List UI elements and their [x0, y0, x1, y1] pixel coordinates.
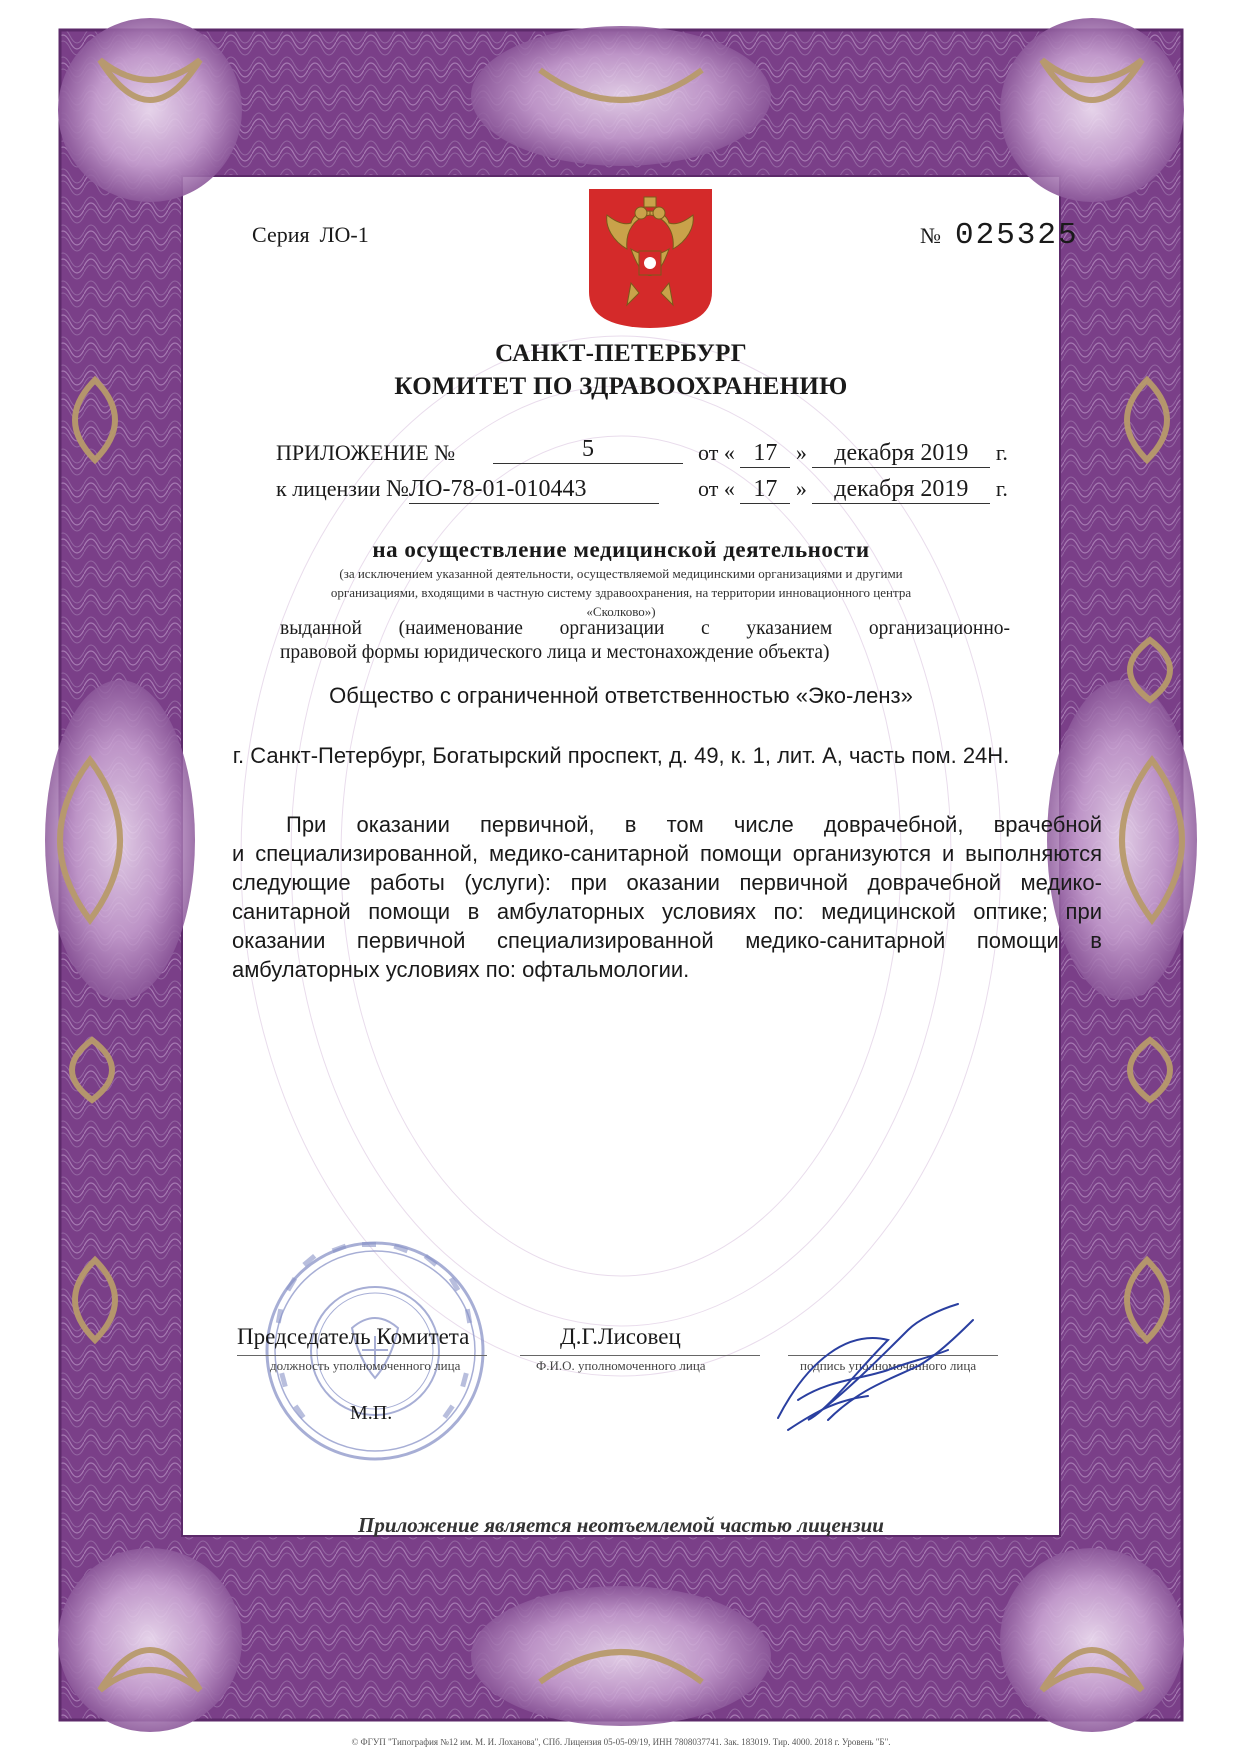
issued-to-caption-line: правовой формы юридического лица и местонахождение объекта) — [280, 642, 830, 663]
signature-caption: подпись уполномоченного лица — [800, 1358, 977, 1373]
appendix-date: от « 17 » декабря 2019 г. — [698, 440, 1008, 466]
signatory-position: Председатель Комитета — [237, 1324, 470, 1349]
name-underline — [520, 1355, 760, 1356]
exclusion-line: организациями, входящими в частную систему здравоохранения, на территории инновационного центра — [330, 585, 912, 600]
license-date-prefix: от « — [698, 476, 735, 501]
issuer-committee: КОМИТЕТ ПО ЗДРАВООХРАНЕНИЮ — [394, 373, 848, 400]
appendix-year-suffix: г. — [995, 440, 1008, 465]
footer-note: Приложение является неотъемлемой частью лицензии — [358, 1513, 884, 1537]
exclusion-line: «Сколково») — [586, 604, 656, 619]
issued-to-caption-line: выданной (наименование организации с указанием организационно- — [280, 618, 1010, 639]
appendix-day: 17 — [740, 440, 790, 468]
license-year-suffix: г. — [995, 476, 1008, 501]
company-name: Общество с ограниченной ответственностью «Эко-ленз» — [329, 683, 913, 708]
series-value: ЛО-1 — [319, 222, 369, 247]
position-caption: должность уполномоченного лица — [270, 1358, 461, 1373]
number-sign: № — [920, 223, 941, 248]
form-number: 025325 — [955, 218, 1079, 253]
position-underline — [237, 1355, 487, 1356]
series-line — [252, 222, 369, 248]
seal-place-label: М.П. — [350, 1402, 393, 1424]
appendix-number-field — [493, 436, 683, 464]
license-day: 17 — [740, 476, 790, 504]
form-number-line — [920, 218, 1079, 253]
appendix-label: ПРИЛОЖЕНИЕ № — [276, 440, 456, 465]
services-line: амбулаторных условиях по: офтальмологии. — [232, 957, 690, 982]
services-line: оказании первичной специализированной медико-санитарной помощи в — [232, 928, 1102, 953]
services-line: При оказании первичной, в том числе доврачебной, врачебной — [286, 812, 1102, 837]
license-label-text: к лицензии — [276, 476, 381, 501]
license-number: ЛО-78-01-010443 — [409, 476, 659, 504]
handwritten-signature — [768, 1300, 988, 1440]
license-label — [276, 476, 659, 504]
appendix-date-prefix: от « — [698, 440, 735, 465]
services-line: следующие работы (услуги): при оказании первичной доврачебной медико- — [232, 870, 1102, 895]
printer-imprint: © ФГУП "Типография №12 им. М. И. Лоханова", СПб. Лицензия 05-05-09/19, ИНН 7808037741. Зак. 183019. Тир. 4000. 2018 г. Уровень "Б". — [351, 1737, 891, 1747]
services-line: санитарной помощи в амбулаторных условиях по: медицинской оптике; при — [232, 899, 1102, 924]
name-caption: Ф.И.О. уполномоченного лица — [536, 1358, 706, 1373]
license-month-year: декабря 2019 — [812, 476, 990, 504]
appendix-number: 5 — [493, 436, 683, 464]
appendix-month-year: декабря 2019 — [812, 440, 990, 468]
license-number-sign: № — [386, 476, 409, 502]
signatory-name: Д.Г.Лисовец — [560, 1324, 681, 1349]
issuer-city: САНКТ-ПЕТЕРБУРГ — [495, 340, 747, 367]
exclusion-line: (за исключением указанной деятельности, осуществляемой медицинскими организациями и другими — [339, 566, 903, 581]
series-label: Серия — [252, 222, 310, 247]
license-date: от « 17 » декабря 2019 г. — [698, 476, 1008, 502]
company-address: г. Санкт-Петербург, Богатырский проспект, д. 49, к. 1, лит. А, часть пом. 24Н. — [232, 743, 1010, 768]
services-line: и специализированной, медико-санитарной помощи организуются и выполняются — [232, 841, 1102, 866]
official-seal-stamp — [262, 1238, 488, 1464]
activity-title: на осуществление медицинской деятельности — [372, 537, 870, 562]
coat-of-arms-emblem — [587, 187, 714, 330]
